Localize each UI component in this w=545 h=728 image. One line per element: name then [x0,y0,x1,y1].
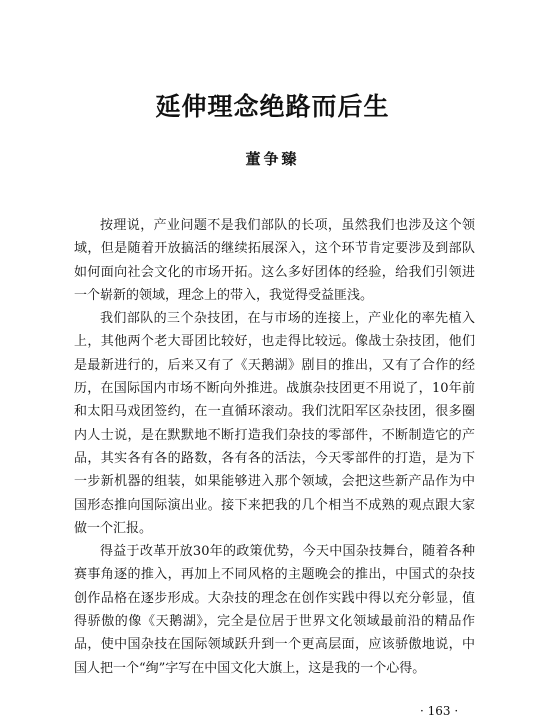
article-title: 延伸理念绝路而后生 [155,92,390,121]
article-author: 董争臻 [245,150,300,168]
page-number: · 163 · [420,704,459,718]
body-paragraph: 按理说，产业问题不是我们部队的长项，虽然我们也涉及这个领域，但是随着开放搞活的继续拓展深入，这个环节肯定要涉及到部队如何面向社会文化的市场开拓。这么多好团体的经验，给我们引领进一个崭新的领域，理念上的带入，我觉得受益匪浅。 [74,218,475,303]
article-body [74,214,475,680]
body-paragraph: 得益于改革开放30年的政策优势，今天中国杂技舞台，随着各种赛事角逐的推入，再加上不同风格的主题晚会的推出，中国式的杂技创作品格在逐步形成。大杂技的理念在创作实践中得以充分彰显，值得骄傲的像《天鹅湖》，完全是位居于世界文化领域最前沿的精品作品，使中国杂技在国际领域跃升到一个更高层面，应该骄傲地说，中国人把一个“绚”字写在中国文化大旗上，这是我的一个心得。 [74,544,475,676]
body-paragraph: 我们部队的三个杂技团，在与市场的连接上，产业化的率先植入上，其他两个老大哥团比较好，也走得比较远。像战士杂技团，他们是最新进行的，后来又有了《天鹅湖》剧目的推出，又有了合作的经历，在国际国内市场不断向外推进。战旗杂技团更不用说了，10年前和太阳马戏团签约，在一直循环滚动。我们沈阳军区杂技团，很多圈内人士说，是在默默地不断打造我们杂技的零部件，不断制造它的产品，其实各有各的路数，各有各的活法，今天零部件的打造，是为下一步新机器的组装，如果能够进入那个领域，会把这些新产品作为中国形态推向国际演出业。接下来把我的几个相当不成熟的观点跟大家做一个汇报。 [74,311,475,536]
